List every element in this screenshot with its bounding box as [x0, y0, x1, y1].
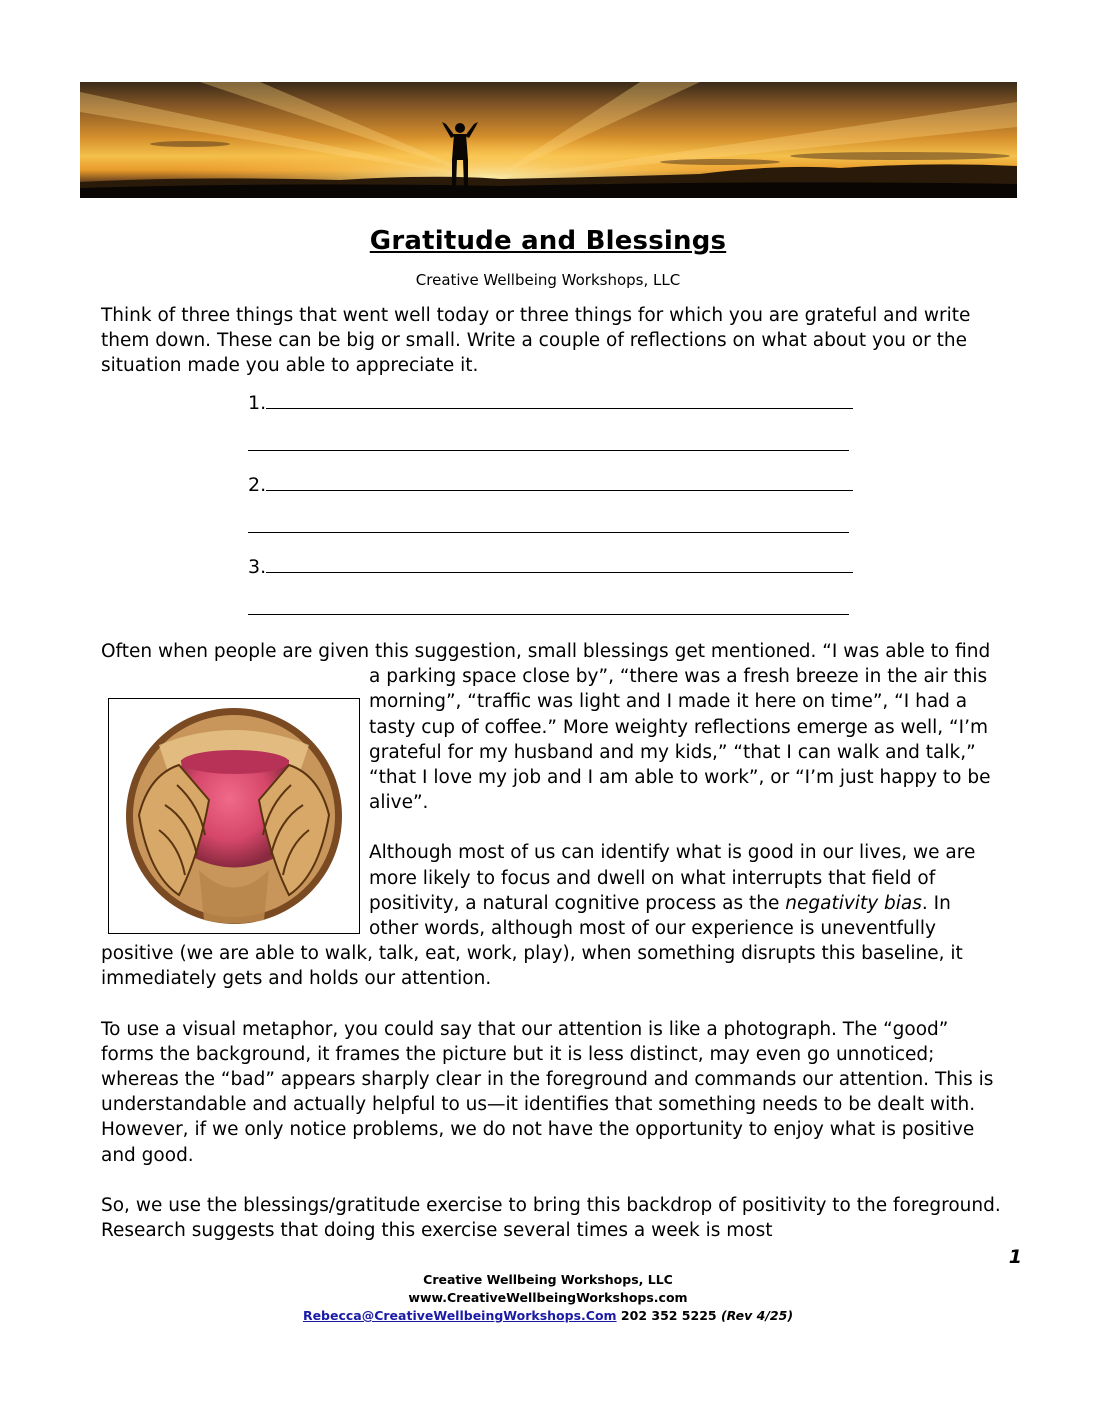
footer-company: Creative Wellbeing Workshops, LLC [423, 1272, 673, 1287]
negativity-bias-term: negativity bias [785, 892, 922, 914]
header-banner-image [80, 82, 1017, 198]
hands-holding-cup-illustration [108, 698, 360, 934]
footer-website: www.CreativeWellbeingWorkshops.com [408, 1290, 688, 1305]
blank-line-2[interactable] [248, 472, 853, 497]
intro-paragraph: Think of three things that went well today or three things for which you are grateful and write them down. These can be big or small. Write a couple of reflections on what about you or the situation made you able to appreciate it. [101, 305, 971, 377]
blank-line-3[interactable] [248, 554, 853, 579]
visual-metaphor-paragraph: To use a visual metaphor, you could say that our attention is like a photograph. The “good” forms the background, it frames the picture but it is less distinct, may even go unnoticed; whereas the “bad” appears sharply clear in the foreground and commands our attention. This is understandable and actually helpful to us—it identifies that something needs to be dealt with. However, if we only notice problems, we do not have the opportunity to enjoy what is positive and good. [101, 1018, 994, 1166]
exercise-purpose-paragraph: So, we use the blessings/gratitude exercise to bring this backdrop of positivity to the foreground. Research suggests that doing this exercise several times a week is most [101, 1194, 1001, 1242]
page-title: Gratitude and Blessings [369, 226, 727, 256]
footer-email-link[interactable]: Rebecca@CreativeWellbeingWorkshops.Com [302, 1308, 617, 1323]
paragraph-text: . In other words, although most of our experience is uneventfully positive (we are able to walk, talk, eat, work, play), when something disrupts this baseline, it immediately gets and holds our attention. [101, 892, 963, 990]
blank-number: 1. [248, 392, 267, 414]
blessings-examples-paragraph: Often when people are given this suggestion, small blessings get mentioned. “I was able to find a parking space close by”, “there was a fresh breeze in the air this morning”, “traffic was light and I made it here on time”, “I had a tasty cup of coffee.” More weighty reflections emerge as well, “I’m grateful for my husband and my kids,” “that I can walk and talk,” “that I love my job and I am able to work”, or “I’m just happy to be alive”. [101, 641, 991, 814]
footer-phone: 202 352 5225 [620, 1308, 717, 1323]
blank-line-3-continued[interactable] [248, 596, 849, 621]
blank-line-1-continued[interactable] [248, 432, 849, 457]
blank-number: 3. [248, 556, 267, 578]
paragraph-text: Although most of us can identify what is good in our lives, we are more likely to focus and dwell on what interrupts that field of positivity, a natural cognitive process as the [369, 842, 976, 914]
blank-number: 2. [248, 474, 267, 496]
page-subtitle: Creative Wellbeing Workshops, LLC [415, 271, 681, 289]
blank-line-2-continued[interactable] [248, 514, 849, 539]
page-number: 1 [1008, 1246, 1022, 1268]
footer-revision: (Rev 4/25) [720, 1308, 794, 1323]
footer-contact [0, 1307, 1096, 1326]
blank-line-1[interactable] [248, 390, 853, 415]
body-text-area [101, 639, 1001, 1243]
